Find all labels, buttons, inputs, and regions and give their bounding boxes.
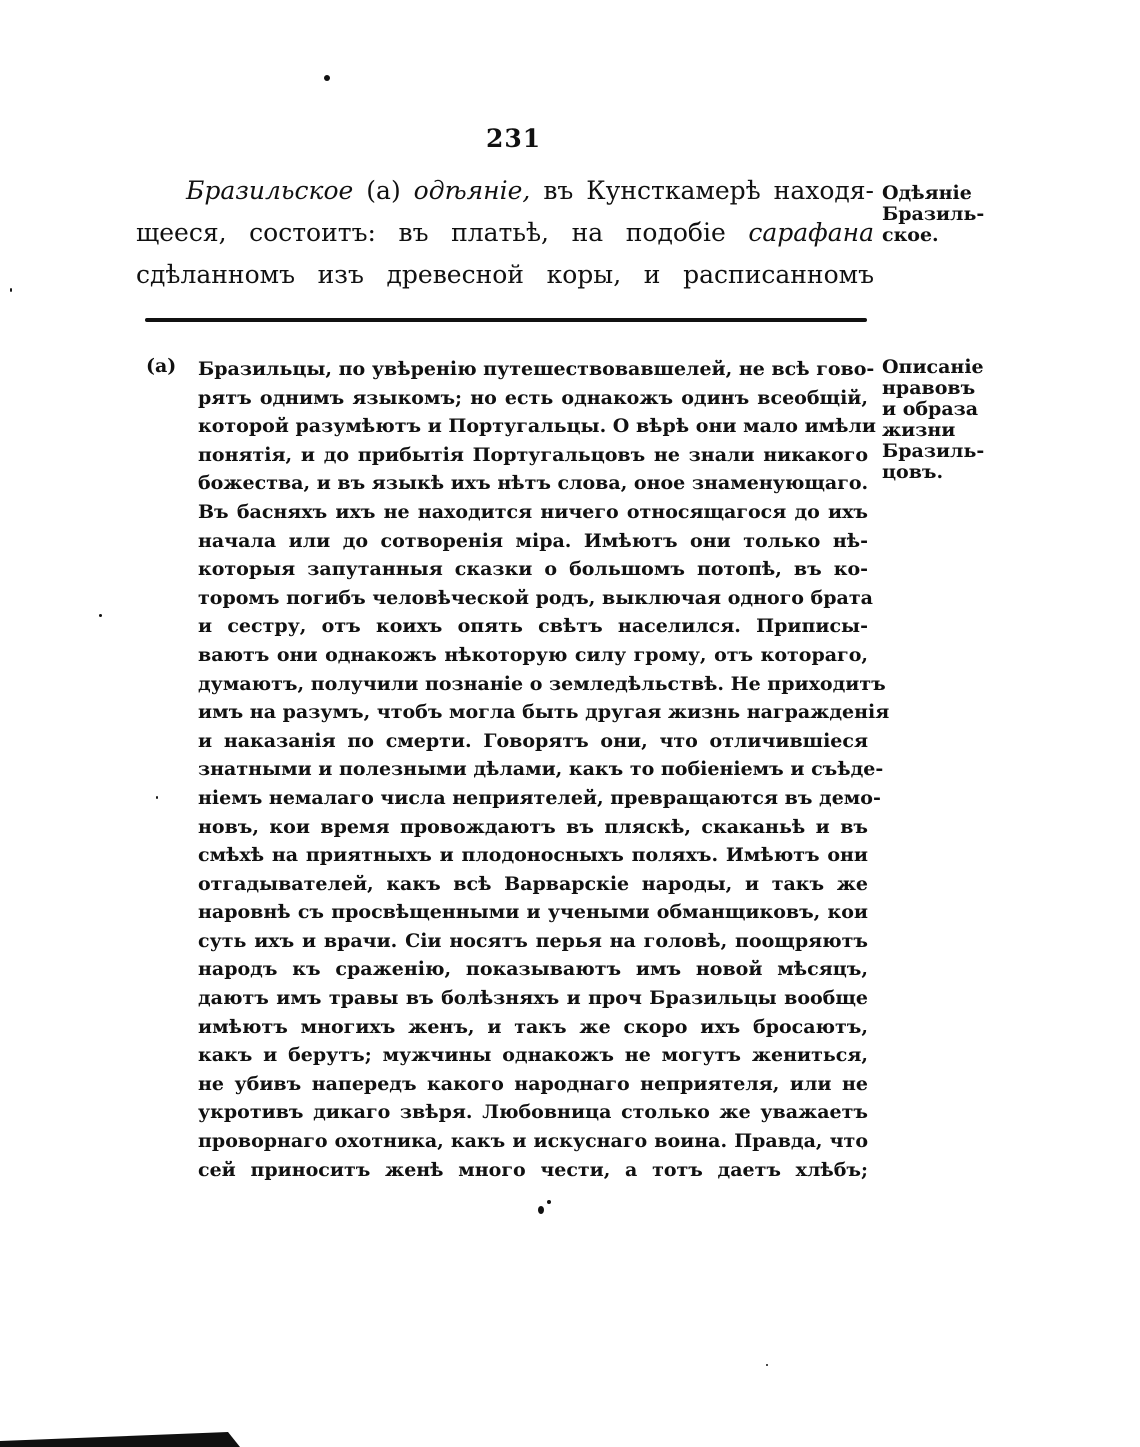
margin-note-clothing <box>882 183 984 246</box>
footnote-marker: (а) <box>146 355 177 377</box>
main-line <box>136 170 874 212</box>
scan-speck <box>547 1200 551 1204</box>
scan-speck <box>324 75 330 81</box>
text-run: (а) <box>353 176 414 205</box>
footnote-line: имѣютъ многихъ женъ, и такъ же скоро ихъ бросаютъ, <box>198 1015 868 1038</box>
footnote-line: которой разумѣютъ и Португальцы. О вѣрѣ они мало имѣли <box>198 415 877 438</box>
margin-note-line: Описаніе <box>882 356 984 378</box>
margin-note-line: Одѣяніе <box>882 182 972 204</box>
footnote-line: которыя запутанныя сказки о большомъ потопѣ, въ ко- <box>198 558 868 581</box>
footnote-line: божества, и въ языкѣ ихъ нѣтъ слова, оное знаменующаго. <box>198 472 869 495</box>
main-line <box>136 254 874 296</box>
footnote-line: отгадывателей, какъ всѣ Варварскіе народы, и такъ же <box>198 872 868 895</box>
footnote-line: наровнѣ съ просвѣщенными и учеными обманщиковъ, кои <box>198 901 868 924</box>
footnote-line: даютъ имъ травы въ болѣзняхъ и проч Бразильцы вообще <box>198 987 868 1010</box>
scan-speck <box>538 1206 544 1214</box>
footnote-line: какъ и берутъ; мужчины однакожъ не могутъ жениться, <box>198 1044 868 1067</box>
footnote-line: ваютъ они однакожъ нѣкоторую силу грому, отъ котораго, <box>198 643 868 666</box>
scan-speck <box>156 796 158 799</box>
footnote-separator-rule <box>145 318 867 322</box>
margin-note-line: ское. <box>882 224 939 246</box>
margin-note-line: нравовъ <box>882 377 976 399</box>
main-line <box>136 212 874 254</box>
margin-note-line: Бразиль- <box>882 203 985 225</box>
page-number: 231 <box>486 124 542 153</box>
footnote-line: смѣхѣ на приятныхъ и плодоносныхъ поляхъ. Имѣютъ они <box>198 844 868 867</box>
footnote-line: и наказанія по смерти. Говорятъ они, что отличившіеся <box>198 729 868 752</box>
margin-note-line: и образа <box>882 398 979 420</box>
footnote-line: и сестру, отъ коихъ опять свѣтъ населился. Приписы- <box>198 615 868 638</box>
scan-edge-blot <box>0 1432 240 1447</box>
text-run: щееся, состоитъ: въ платьѣ, на подобіе <box>136 218 749 247</box>
scan-speck <box>10 288 12 292</box>
footnote-line: суть ихъ и врачи. Сіи носятъ перья на головѣ, поощряютъ <box>198 929 868 952</box>
footnote-line: рятъ однимъ языкомъ; но есть однакожъ одинъ всеобщій, <box>198 386 868 409</box>
margin-note-line: Бразиль- <box>882 440 985 462</box>
footnote-text <box>198 355 890 1184</box>
margin-note-customs <box>882 357 984 483</box>
footnote-line: Бразильцы, по увѣренію путешествовавшелей, не всѣ гово- <box>198 358 875 380</box>
footnote-line: не убивъ напередъ какого народнаго неприятеля, или не <box>198 1072 868 1095</box>
margin-note-line: цовъ. <box>882 461 944 483</box>
footnote-line: проворнаго охотника, какъ и искуснаго воина. Правда, что <box>198 1130 868 1153</box>
italic-term: одѣяніе, <box>413 176 531 205</box>
italic-term: Бразильское <box>186 176 354 205</box>
footnote-line: Въ басняхъ ихъ не находится ничего относящагося до ихъ <box>198 500 868 523</box>
scan-speck <box>99 614 102 617</box>
scan-speck <box>766 1364 768 1366</box>
footnote-line: имъ на разумъ, чтобъ могла быть другая жизнь награжденія <box>198 701 890 724</box>
footnote-line: понятія, и до прибытія Португальцовъ не знали никакого <box>198 443 868 466</box>
footnote-line: народъ къ сраженію, показываютъ имъ новой мѣсяцъ, <box>198 958 868 981</box>
margin-note-line: жизни <box>882 419 956 441</box>
footnote-line: сей приноситъ женѣ много чести, а тотъ даетъ хлѣбъ; <box>198 1158 868 1181</box>
footnote-line: думаютъ, получили познаніе о земледѣльствѣ. Не приходитъ <box>198 672 886 695</box>
italic-term: сарафана <box>748 218 874 247</box>
footnote-line: торомъ погибъ человѣческой родъ, выключая одного брата <box>198 586 873 609</box>
footnote-line: укротивъ дикаго звѣря. Любовница столько же уважаетъ <box>198 1101 868 1124</box>
main-text <box>136 170 874 296</box>
text-run: сдѣланномъ изъ древесной коры, и расписанномъ <box>136 260 874 289</box>
footnote-line: ніемъ немалаго числа неприятелей, превращаются въ демо- <box>198 786 881 809</box>
footnote-line: знатными и полезными дѣлами, какъ то побіеніемъ и съѣде- <box>198 758 884 781</box>
footnote-line: новъ, кои время провождаютъ въ пляскѣ, скаканьѣ и въ <box>198 815 868 838</box>
footnote-line: начала или до сотворенія міра. Имѣютъ они только нѣ- <box>198 529 868 552</box>
text-run: въ Кунсткамерѣ находя- <box>530 176 874 205</box>
